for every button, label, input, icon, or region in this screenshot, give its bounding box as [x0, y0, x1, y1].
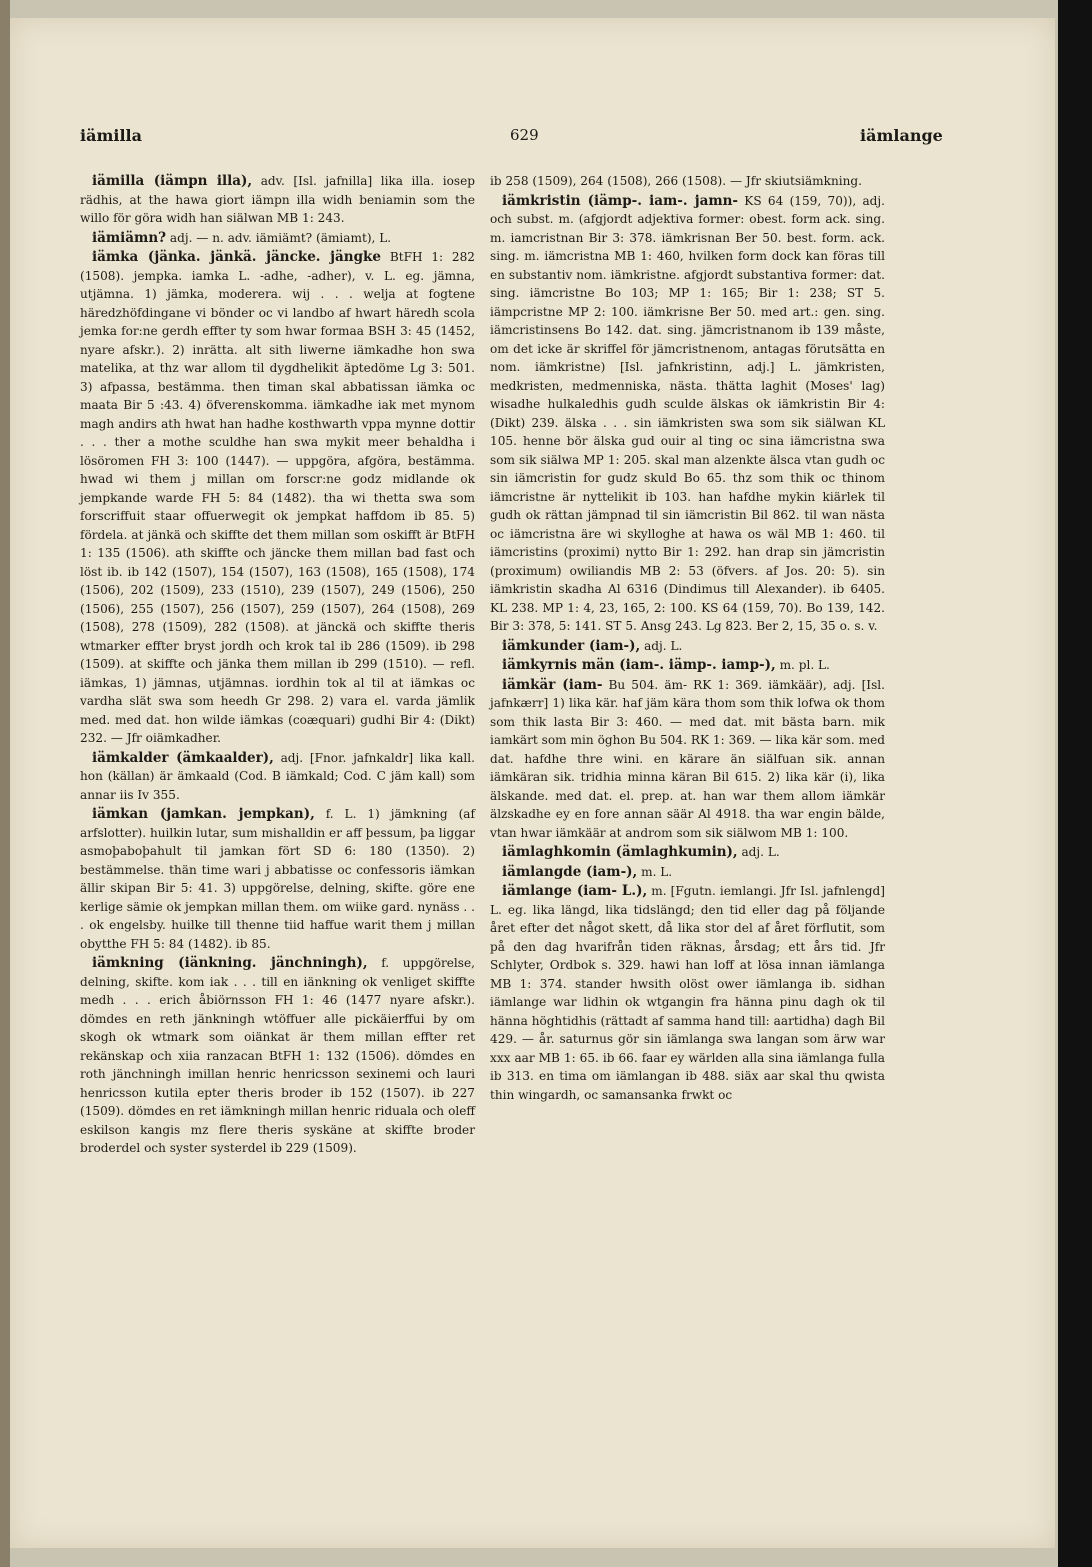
- entry-text: ib 258 (1509), 264 (1508), 266 (1508). — Jfr skiutsiämkning.: [490, 174, 862, 188]
- entry-headword: iämkalder (ämkaalder),: [92, 749, 274, 766]
- dictionary-entry: [490, 637, 885, 656]
- dictionary-entry: [80, 805, 475, 953]
- left-column: [80, 172, 475, 1159]
- scan-edge: [1058, 0, 1092, 1567]
- entry-headword: iämlaghkomin (ämlaghkumin),: [502, 844, 738, 860]
- entry-headword: iämkristin (iämp-. iam-. jamn-: [502, 192, 739, 209]
- dictionary-entry: [490, 676, 885, 843]
- dictionary-entry: [80, 172, 475, 228]
- entry-text: adv. [Isl. jafnilla] lika illa. iosep rädhis, at the hawa giort iämpn illa widh beniamin som the willo för göra widh han siälwan MB 1: 243.: [80, 174, 475, 225]
- entry-headword: iämkning (iänkning. jänchningh),: [92, 955, 368, 971]
- entry-text: f. L. 1) jämkning (af arfslotter). huilkin lutar, sum mishalldin er aff þessum, þa liggar asmoþaboþahult til jamkan fört SD 6: 180 (1350). 2) bestämmelse. thän time wari j abbatisse oc confessoris iämkan ällir skipan Bir 5: 41. 3) uppgörelse, delning, skifte. göre ene kerlige sämie ok jempkan millan them. om wiike gard. nynäss . . . ok engelsby. huilke till thenne tiid haffue warit them j millan obytthe FH 5: 84 (1482). ib 85.: [80, 807, 475, 951]
- entry-text: adj. [Fnor. jafnkaldr] lika kall. hon (källan) är ämkaald (Cod. B iämkald; Cod. C jäm kall) som annar iis Iv 355.: [80, 750, 475, 802]
- entry-text: f. uppgörelse, delning, skifte. kom iak . . . till en iänkning ok venliget skiffte medh . . . erich åbiörnsson FH 1: 46 (1477 nyare afskr.). dömdes en reth jänkningh wtöffuer alle pickäierffui by om skogh ok wtmark som oiänkat är them millan effter ret rekänskap och xiia ranzacan BtFH 1: 132 (1506). dömdes en roth jänchningh imillan henric henricsson sexinemi och lauri henricsson kutila epter theris broder ib 152 (1507). ib 227 (1509). dömdes en ret iämkningh millan henric riduala och oleff eskilson kangis mz flere theris syskäne at skiffte broder broderdel och syster systerdel ib 229 (1509).: [80, 956, 476, 1155]
- dictionary-entry: [490, 843, 885, 862]
- header-right-word: iämlange: [860, 126, 943, 145]
- dictionary-entry: [80, 954, 475, 1158]
- entry-headword: iämka (jänka. jänkä. jäncke. jängke: [92, 249, 381, 265]
- dictionary-entry: [80, 248, 475, 748]
- entry-text: m. pl. L.: [775, 658, 830, 672]
- entry-text: adj. — n. adv. iämiämt? (ämiamt), L.: [166, 230, 392, 245]
- dictionary-entry: [490, 882, 885, 1104]
- dictionary-entry: [490, 192, 885, 636]
- entry-text: Bu 504. äm- RK 1: 369. iämkäär), adj. [Isl. jafnkærr] 1) lika kär. haf jäm kära thom som thik lofwa ok thom som thik lasta Bir 3: 460. — med dat. mit bästa barn. mik iamkärt som min öghon Bu 504. RK 1: 369. — lika kär som. med dat. hafdhe thre wini. en kärare än siälfuan sik. annan iämkäran sik. tridhia minna käran Bil 615. 2) lika kär (i), lika älskande. med dat. el. prep. at. han war them allom iämkär älzskadhe ey en fore annan säär Al 4918. tha war engin bälde, vtan hwar iämkäär at androm som sik siälwom MB 1: 100.: [490, 677, 885, 840]
- dictionary-entry: [490, 656, 885, 675]
- entry-text: m. L.: [637, 864, 673, 879]
- entry-text: adj. L.: [737, 845, 780, 859]
- entry-headword: iämilla (iämpn illa),: [92, 173, 253, 189]
- running-head: [0, 126, 1092, 152]
- header-left-word: iämilla: [80, 126, 142, 145]
- entry-text: KS 64 (159, 70)), adj. och subst. m. (afgjordt adjektiva former: obest. form ack. sing. m. iamcristnan Bir 3: 378. iämkrisnan Ber 50. best. form. ack. sing. m. iämcristna MB 1: 460, hvilken form dock kan föras till en substantiv nom. iämkristne. afgjordt substantiva former: dat. sing. iämcristne Bo 103; MP 1: 165; Bir 1: 238; ST 5. iämpcristne MP 2: 100. iämkrisne Ber 50. med art.: gen. sing. iämcristinsens Bo 142. dat. sing. jämcristnanom ib 139 måste, om det icke är skriffel för jämcristnenom, antagas förutsätta en nom. iämkristne) [Isl. jafnkristinn, adj.] L. jämkristen, medkristen, medmenniska, nästa. thätta laghit (Moses' lag) wisadhe hulkaledhis gudh sculde älskas ok iämkristin Bir 4: (Dikt) 239. älska . . . sin iämkristen swa som sik siälwan KL 105. henne bör älska gud ouir al ting oc sina iämcristna swa som sik siälwa MP 1: 205. skal man alzenkte älsca vtan gudh oc sin iämcristin for gudz skuld Bo 65. thz som thik oc thinom iämcristne är nyttelikit ib 103. han hafdhe mykin kiärlek til gudh ok rättan jämpnad til sin iämcristin Bil 862. til wan nästa oc iämcristna äre wi skylloghe at hawa os wäl MB 1: 460. til iämcristins (proximi) nytto Bir 1: 292. han drap sin jämcristin (proximum) owiliandis MB 2: 53 (öfvers. af Jos. 20: 5). sin iämkristin skadha Al 6316 (Dindimus till Alexander). ib 6405. KL 238. MP 1: 4, 23, 165, 2: 100. KS 64 (159, 70). Bo 139, 142. Bir 3: 378, 5: 141. ST 5. Ansg 243. Lg 823. Ber 2, 15, 35 o. s. v.: [490, 193, 885, 633]
- entry-headword: iämkan (jamkan. jempkan),: [92, 806, 315, 822]
- entry-headword: iämlangde (iam-),: [502, 863, 638, 880]
- entry-headword: iämkär (iam-: [502, 676, 603, 693]
- dictionary-entry: [80, 749, 475, 805]
- entry-text: BtFH 1: 282 (1508). jempka. iamka L. -adhe, -adher), v. L. eg. jämna, utjämna. 1) jämka, moderera. wij . . . welja at fogtene häredzhöfdingane vi bönder oc vi landbo af hwart häredh scola jemka for:ne gerdh effter ty som hwar formaa BSH 3: 45 (1452, nyare afskr.). 2) inrätta. alt sith liwerne iämkadhe hon swa matelika, at thz war allom til dygdhelikit äptedöme Lg 3: 501. 3) afpassa, bestämma. then timan skal abbatissan iämka oc maata Bir 5 :43. 4) öfverenskomma. iämkadhe iak met mynom magh andirs ath hwat han hadhe kosthwarth vppa mynne dottir . . . ther a mothe sculdhe han swa mykit meer behaldha i lösöromen FH 3: 100 (1447). — uppgöra, afgöra, bestämma. hwad wi them j millan om forscr:ne godz midlande ok jempkande warde FH 5: 84 (1482). tha wi thetta swa som forscriffuit staar offuerwegit ok jempkat haffdom ib 85. 5) fördela. at jänkä och skiffte det them millan som oskifft är BtFH 1: 135 (1506). ath skiffte och jäncke them millan bad fast och löst ib. ib 142 (1507), 154 (1507), 163 (1508), 165 (1508), 174 (1506), 202 (1509), 233 (1510), 239 (1507), 249 (1506), 250 (1506), 255 (1507), 256 (1507), 259 (1507), 264 (1508), 269 (1508), 278 (1509), 282 (1508). at jänckä och skiffte theris wtmarker effter bryst jordh och krok tal ib 286 (1509). ib 298 (1509). at skiffte och jänka them millan ib 299 (1510). — refl. iämkas, 1) jämnas, utjämnas. iordhin tok al til at iämkas oc vardha slät swa som heedh Gr 298. 2) vara el. varda jämlik med. med dat. hon wilde iämkas (coæquari) gudhi Bir 4: (Dikt) 232. — Jfr oiämkadher.: [80, 250, 475, 745]
- entry-headword: iämlange (iam- L.),: [502, 883, 648, 899]
- entry-text: adj. L.: [640, 638, 683, 653]
- entry-headword: iämkunder (iam-),: [502, 637, 641, 654]
- entry-text: m. [Fgutn. iemlangi. Jfr Isl. jafnlengd] L. eg. lika längd, lika tidslängd; den tid eller dag på följande året efter det något skett, då lika stor del af året förflutit, som på den dag hvarifrån tiden räknas, årsdag; ett års tid. Jfr Schlyter, Ordbok s. 329. hawi han loff at lösa innan iämlanga MB 1: 374. stander hwsith olöst ower iämlanga ib. sidhan iämlange war lidhin ok wtgangin fra hänna pinu dagh ok til hänna höghtidhis (rättadt af samma hand till: aartidha) dagh Bil 429. — år. saturnus gör sin iämlanga swa langan som ärw war xxx aar MB 1: 65. ib 66. faar ey wärlden alla sina iämlanga fulla ib 313. en tima om iämlangan ib 488. siäx aar skal thu qwista thin wingardh, oc samansanka frwkt oc: [490, 884, 885, 1102]
- dictionary-entry: [490, 172, 885, 191]
- book-spine: [0, 0, 10, 1567]
- entry-headword: iämkyrnis män (iam-. iämp-. iamp-),: [502, 657, 776, 673]
- dictionary-entry: [490, 863, 885, 882]
- right-column: [490, 172, 885, 1105]
- entry-headword: iämiämn?: [92, 229, 167, 246]
- page-number: 629: [510, 126, 539, 144]
- dictionary-entry: [80, 229, 475, 248]
